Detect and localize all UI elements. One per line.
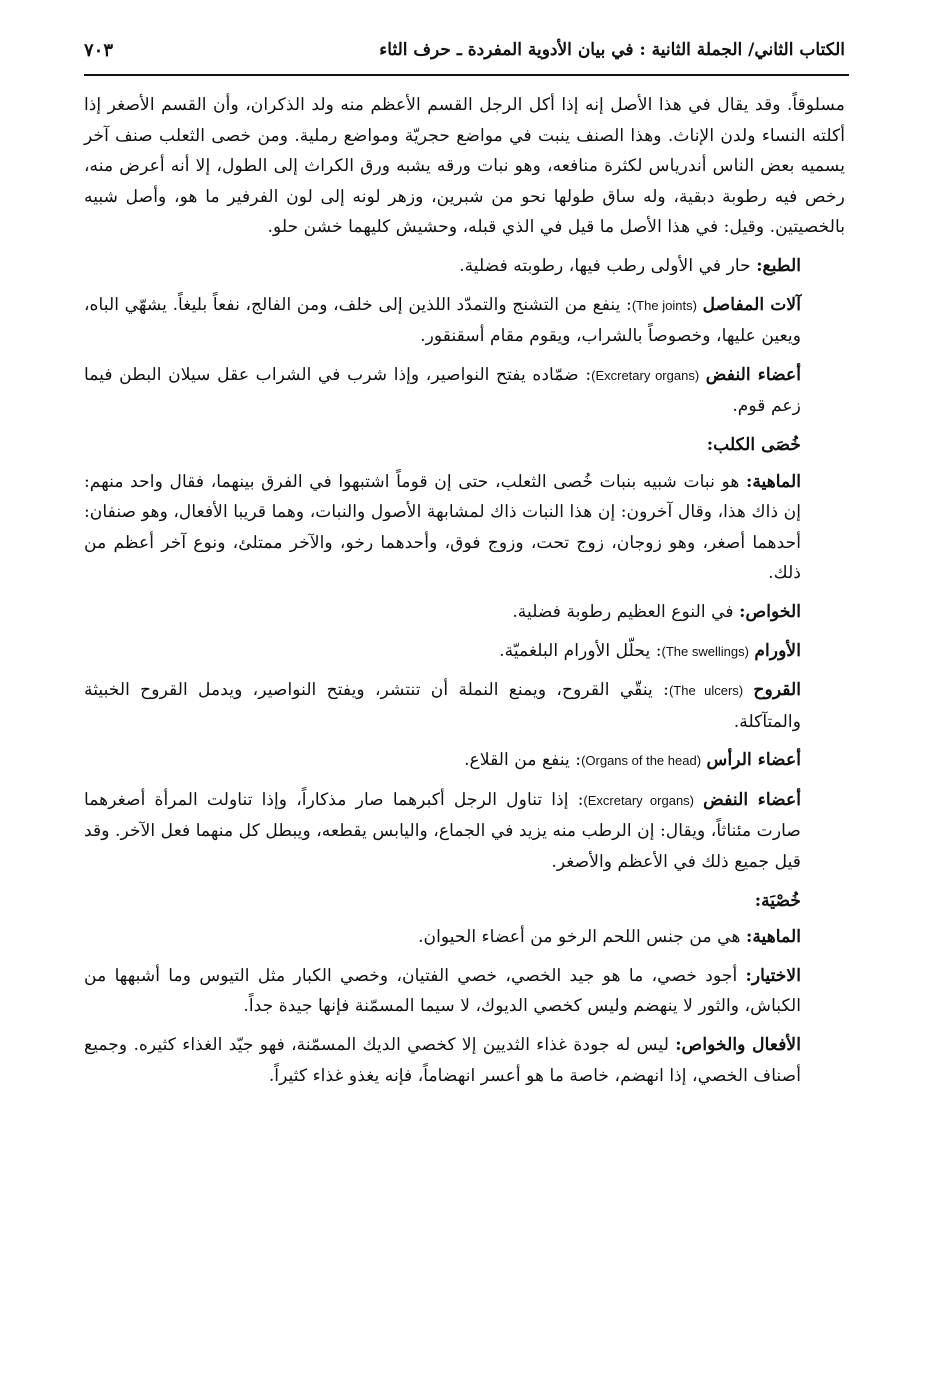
- entry-label: أعضاء الرأس: [706, 750, 801, 771]
- entry-label: أعضاء النفض: [705, 364, 802, 385]
- entry-english-term: (The swellings): [661, 643, 749, 659]
- entry-label: الماهية:: [746, 927, 801, 948]
- entry-text: : ينفع من التشنج والتمدّد اللذين إلى خلف، ومن الفالج، نفعاً بليغاً. يشهّي الباه، ويعين عليها، وخصوصاً بالشراب، ويقوم مقام أسقنقور.: [84, 294, 801, 347]
- entry-head-organs: [84, 745, 845, 777]
- entry-excretory-organs-2: [84, 785, 845, 878]
- entry-essence-2: [84, 922, 845, 953]
- entry-english-term: (The ulcers): [668, 683, 744, 699]
- entry-text: : ينفع من القلاع.: [464, 750, 582, 771]
- entry-text: أجود خصي، ما هو جيد الخصي، خصي الفتيان، وخصي الكبار مثل التيوس وما أشبهها من الكباش، والثور لا ينهضم وليس كخصي الديوك، لا سيما المسمّنة فإنها جيدة جداً.: [84, 965, 801, 1017]
- entry-text: : يحلّل الأورام البلغميّة.: [499, 640, 662, 661]
- entry-english-term: (Excretary organs): [583, 792, 695, 808]
- entry-label: الخواص:: [739, 601, 801, 622]
- entry-properties: [84, 597, 845, 628]
- entry-text: ليس له جودة غذاء الثديين إلا كخصي الديك المسمّنة، فهو جيّد الغذاء كثيره. وجميع أصناف الخصي، إذا انهضم، خاصة ما هو أعسر انهضاماً، فإنه يغذو غذاء كثيراً.: [84, 1035, 801, 1086]
- entry-label: أعضاء النفض: [703, 789, 802, 810]
- entry-label: الأفعال والخواص:: [675, 1035, 801, 1056]
- section-heading-dog-testicle: خُصَى الكلب:: [706, 434, 801, 455]
- entry-label: القروح: [753, 680, 802, 701]
- entry-swellings: [84, 636, 845, 668]
- entry-english-term: (Organs of the head): [581, 753, 702, 769]
- section-heading-testicle: خُصْيَة:: [754, 890, 801, 911]
- entry-excretory-organs: [84, 360, 845, 422]
- page-number: ٧٠٣: [84, 39, 114, 61]
- entry-label: الاختيار:: [745, 965, 801, 986]
- entry-label: الطبع:: [756, 255, 801, 276]
- entry-text: : إذا تناول الرجل أكبرهما صار مذكاراً، وإذا تناولت المرأة أصغرهما صارت مئناثاً، ويقال: إن الرطب منه يزيد في الجماع، واليابس يقطعه، ويبطل كل منهما فعل الآخر. وقد قيل جميع ذلك في الأعظم والأصغر.: [84, 789, 801, 873]
- running-title: الكتاب الثاني/ الجملة الثانية : في بيان الأدوية المفردة ـ حرف الثاء: [379, 40, 845, 60]
- entry-ulcers: [84, 675, 845, 737]
- entry-text: في النوع العظيم رطوبة فضلية.: [512, 601, 740, 622]
- entry-joints: [84, 290, 845, 352]
- entry-label: الماهية:: [746, 471, 801, 492]
- header-rule: [84, 74, 849, 76]
- entry-english-term: (Excretary organs): [591, 367, 700, 383]
- entry-label: الأورام: [754, 640, 801, 661]
- entry-text: هو نبات شبيه بنبات خُصى الثعلب، حتى إن قوماً اشتبهوا في الفرق بينهما، فقال واحد منهم: إن ذاك هذا، وقال آخرون: إن هذا النبات ذاك لمشابهة الأصول والنبات، وهما قريبا الأفعال، وهو صنفان: أحدهما أصغر، وهو زوجان، زوج تحت، وزوج فوق، وأحدهما رخو، والآخر ممتلئ، ونوع آخر أعظم من ذلك.: [84, 471, 801, 584]
- entry-label: آلات المفاصل: [702, 294, 801, 315]
- entry-text: هي من جنس اللحم الرخو من أعضاء الحيوان.: [418, 927, 746, 948]
- entry-text: حار في الأولى رطب فيها، رطوبته فضلية.: [459, 255, 757, 276]
- entry-text: : ينقّي القروح، ويمنع النملة أن تنتشر، ويفتح النواصير، ويدمل القروح الخبيثة والمتآكلة.: [84, 680, 801, 732]
- running-header: [84, 30, 845, 70]
- entry-essence: [84, 467, 845, 589]
- entry-choice: [84, 961, 845, 1022]
- entry-english-term: (The joints): [631, 297, 697, 313]
- entry-nature: [84, 251, 845, 282]
- paragraph-intro: مسلوقاً. وقد يقال في هذا الأصل إنه إذا أكل الرجل القسم الأعظم منه ولد الذكران، وأن القسم الأصغر إذا أكلته النساء ولدن الإناث. وهذا الصنف ينبت في مواضع حجريّة ومواضع رملية. ومن خصى الثعلب صنف آخر يسميه بعض الناس أندرياس لكثرة منافعه، وهو نبات ورقه يشبه ورق الكراث إلى الطول، إلا أنه أعرض منه، رخص فيه رطوبة دبقية، وله ساق طولها نحو من شبرين، وزهر لونه إلى لون الفرفير ما هو، وأصل شبيه بالخصيتين. وقيل: في هذا الأصل ما قيل في الذي قبله، وحشيش كليهما خشن حلو.: [84, 95, 845, 238]
- entry-actions: [84, 1030, 845, 1091]
- page-body: [84, 90, 845, 1349]
- entry-text: : ضمّاده يفتح النواصير، وإذا شرب في الشراب عقل سيلان البطن فيما زعم قوم.: [84, 364, 801, 417]
